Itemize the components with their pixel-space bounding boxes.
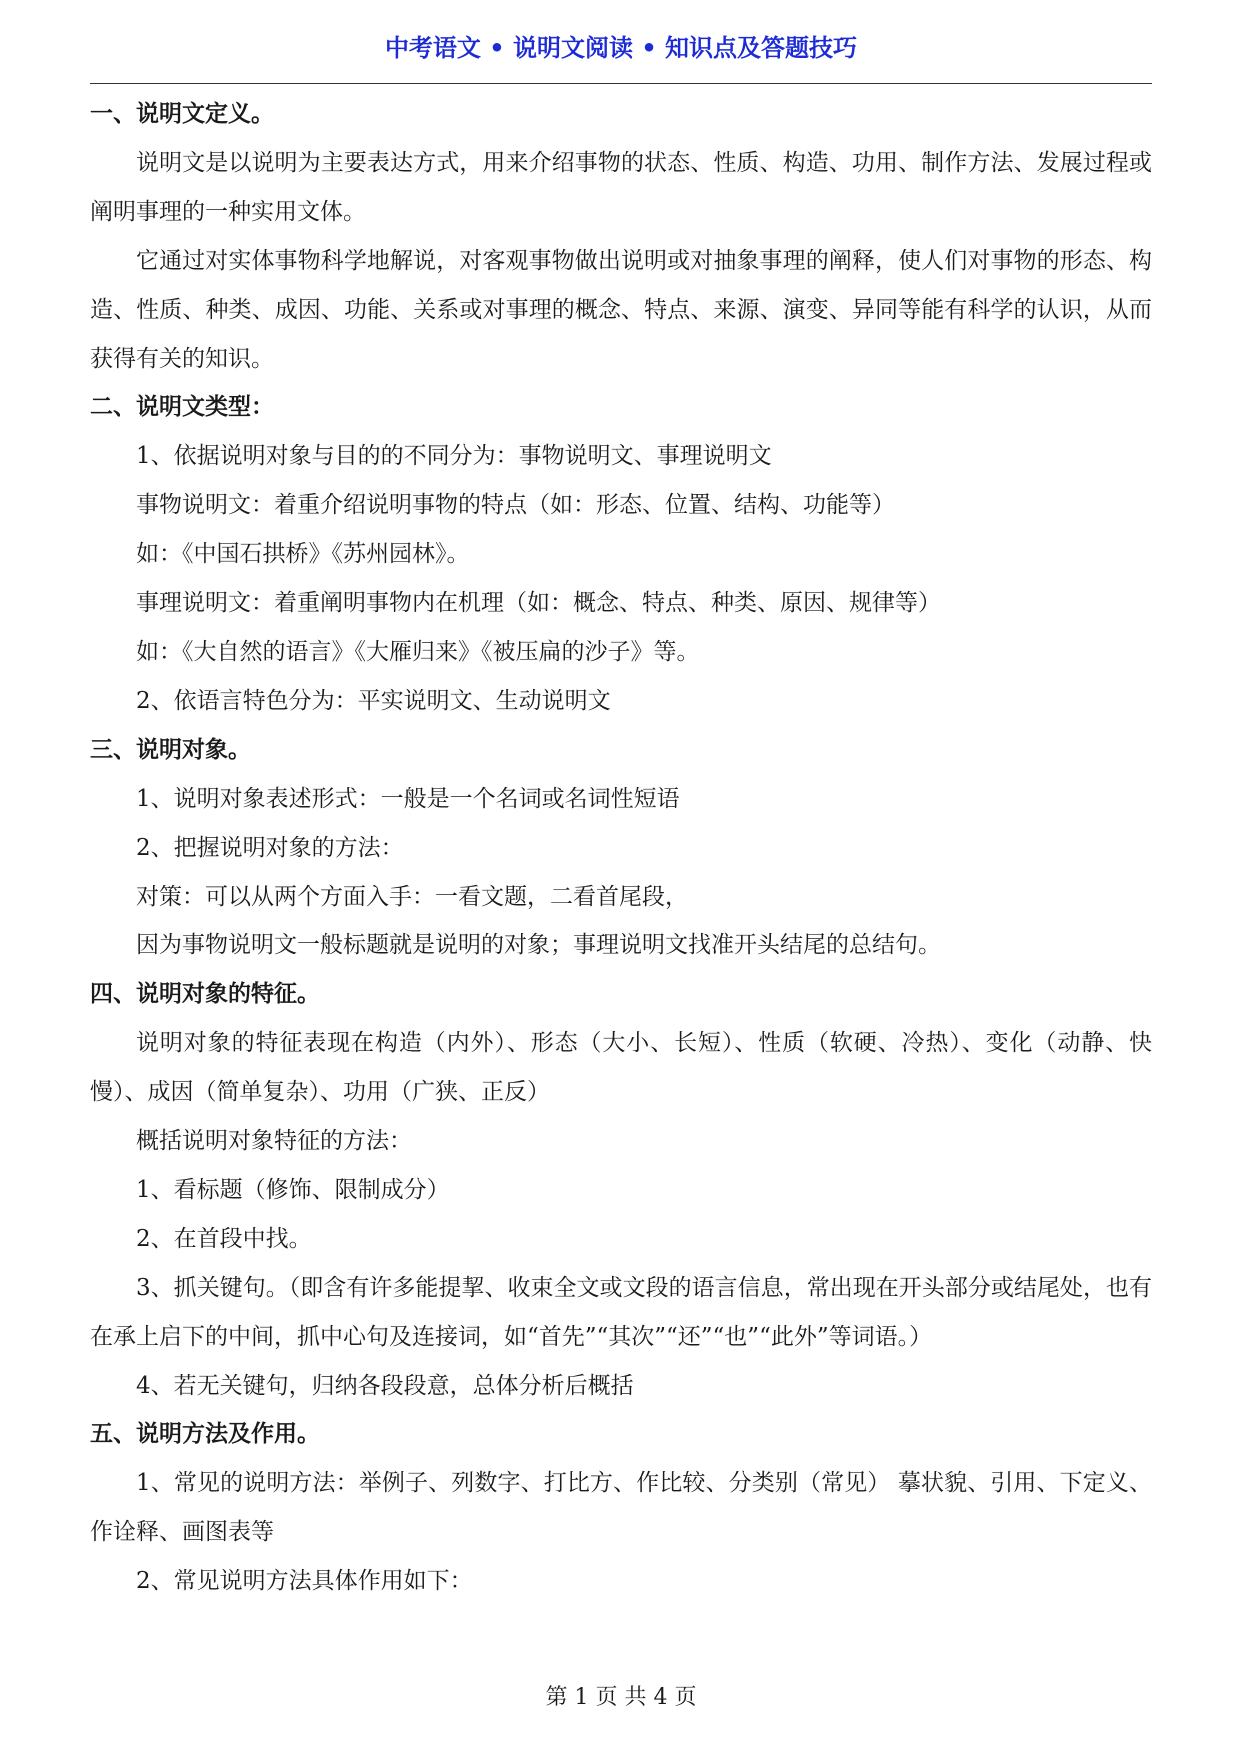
- section-heading-methods: 五、说明方法及作用。: [90, 1421, 320, 1448]
- list-item: 1、看标题（修饰、限制成分）: [136, 1176, 450, 1203]
- list-item: 2、依语言特色分为：平实说明文、生动说明文: [136, 687, 611, 714]
- section-heading-definition: 一、说明文定义。: [90, 101, 274, 127]
- section-heading-object: 三、说明对象。: [90, 736, 251, 763]
- header-divider: [90, 83, 1152, 84]
- document-body: [90, 90, 1152, 1606]
- list-item: 2、把握说明对象的方法：: [136, 834, 404, 861]
- list-item: 4、若无关键句，归纳各段段意，总体分析后概括: [136, 1372, 634, 1399]
- section-heading-features: 四、说明对象的特征。: [90, 981, 320, 1008]
- list-item: 对策：可以从两个方面入手：一看文题，二看首尾段，: [136, 883, 688, 910]
- list-item: 1、说明对象表述形式：一般是一个名词或名词性短语: [136, 785, 680, 812]
- list-item: 事物说明文：着重介绍说明事物的特点（如：形态、位置、结构、功能等）: [136, 492, 895, 519]
- paragraph: 说明对象的特征表现在构造（内外）、形态（大小、长短）、性质（软硬、冷热）、变化（动静、快慢）、成因（简单复杂）、功用（广狭、正反）: [90, 1030, 1152, 1106]
- paragraph: 说明文是以说明为主要表达方式，用来介绍事物的状态、性质、构造、功用、制作方法、发展过程或阐明事理的一种实用文体。: [90, 149, 1152, 225]
- list-item: 1、依据说明对象与目的的不同分为：事物说明文、事理说明文: [136, 443, 772, 470]
- list-item: 如：《大自然的语言》《大雁归来》《被压扁的沙子》等。: [136, 638, 700, 665]
- paragraph: 它通过对实体事物科学地解说，对客观事物做出说明或对抽象事理的阐释，使人们对事物的形态、构造、性质、种类、成因、功能、关系或对事理的概念、特点、来源、演变、异同等能有科学的认识，从而获得有关的知识。: [90, 247, 1152, 372]
- list-item: 如：《中国石拱桥》《苏州园林》。: [136, 541, 470, 568]
- list-item: 事理说明文：着重阐明事物内在机理（如：概念、特点、种类、原因、规律等）: [136, 590, 941, 617]
- list-item: 概括说明对象特征的方法：: [136, 1128, 412, 1155]
- list-item: 2、在首段中找。: [136, 1225, 312, 1252]
- list-item: 因为事物说明文一般标题就是说明的对象；事理说明文找准开头结尾的总结句。: [136, 932, 941, 959]
- page-header-title: 中考语文 • 说明文阅读 • 知识点及答题技巧: [384, 34, 858, 62]
- section-heading-types: 二、说明文类型：: [90, 394, 274, 421]
- paragraph: 1、常见的说明方法：举例子、列数字、打比方、作比较、分类别（常见） 摹状貌、引用、下定义、作诠释、画图表等: [90, 1470, 1152, 1546]
- list-item: 2、常见说明方法具体作用如下：: [136, 1568, 473, 1595]
- page-number: 第 1 页 共 4 页: [545, 1685, 697, 1710]
- paragraph: 3、抓关键句。（即含有许多能提挈、收束全文或文段的语言信息，常出现在开头部分或结尾处，也有在承上启下的中间，抓中心句及连接词，如“首先”“其次”“还”“也”“此外”等词语。）: [90, 1274, 1152, 1350]
